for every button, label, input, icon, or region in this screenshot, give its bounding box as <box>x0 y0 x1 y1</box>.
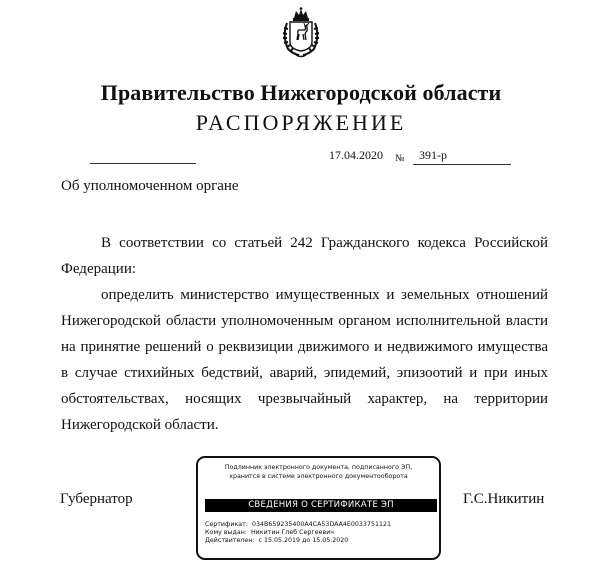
issued-to-label: Кому выдан: <box>205 529 247 537</box>
validity-row <box>205 537 391 545</box>
certificate-label: Сертификат: <box>205 521 248 528</box>
document-type-heading: РАСПОРЯЖЕНИЕ <box>195 110 407 135</box>
stamp-title: СВЕДЕНИЯ О СЕРТИФИКАТЕ ЭП <box>205 499 437 512</box>
body-paragraph: определить министерство имущественных и земельных отношений Нижегородской области уполномоченным органом исполнительной власти на принятие решений о реквизиции движимого и недвижимого имущества в случае стихийных бедствий, аварий, эпидемий, эпизоотий и при иных обстоятельствах, носящих чрезвычайный характер, на территории Нижегородской области. <box>61 287 548 433</box>
document-subject: Об уполномоченном органе <box>61 178 239 194</box>
certificate-row <box>205 521 391 529</box>
signatory-position: Губернатор <box>60 491 133 507</box>
stamp-note-line: Подлинник электронного документа, подписанного ЭП, <box>224 464 413 471</box>
issued-to-value: Никитин Глеб Сергеевич <box>250 529 335 537</box>
document-number: 391-р <box>419 148 447 162</box>
coat-of-arms-icon <box>279 6 323 60</box>
electronic-signature-stamp <box>196 456 441 560</box>
validity-label: Действителен: <box>205 537 255 545</box>
number-sign: № <box>395 153 405 164</box>
government-name-heading: Правительство Нижегородской области <box>100 80 502 105</box>
certificate-value: 034B659235400A4CA53DAA4E0033751121 <box>251 521 391 528</box>
body-paragraph: В соответствии со статьей 242 Гражданского кодекса Российской Федерации: <box>61 235 548 277</box>
signatory-name: Г.С.Никитин <box>463 491 545 507</box>
document-date: 17.04.2020 <box>329 148 383 162</box>
certificate-details <box>205 521 391 546</box>
number-underline <box>413 164 511 165</box>
document-body <box>61 230 548 438</box>
stamp-note <box>198 463 439 481</box>
validity-value: с 15.05.2019 до 15.05.2020 <box>258 537 349 545</box>
blank-line-left <box>90 163 196 164</box>
stamp-note-line: хранится в системе электронного документооборота <box>229 473 408 480</box>
